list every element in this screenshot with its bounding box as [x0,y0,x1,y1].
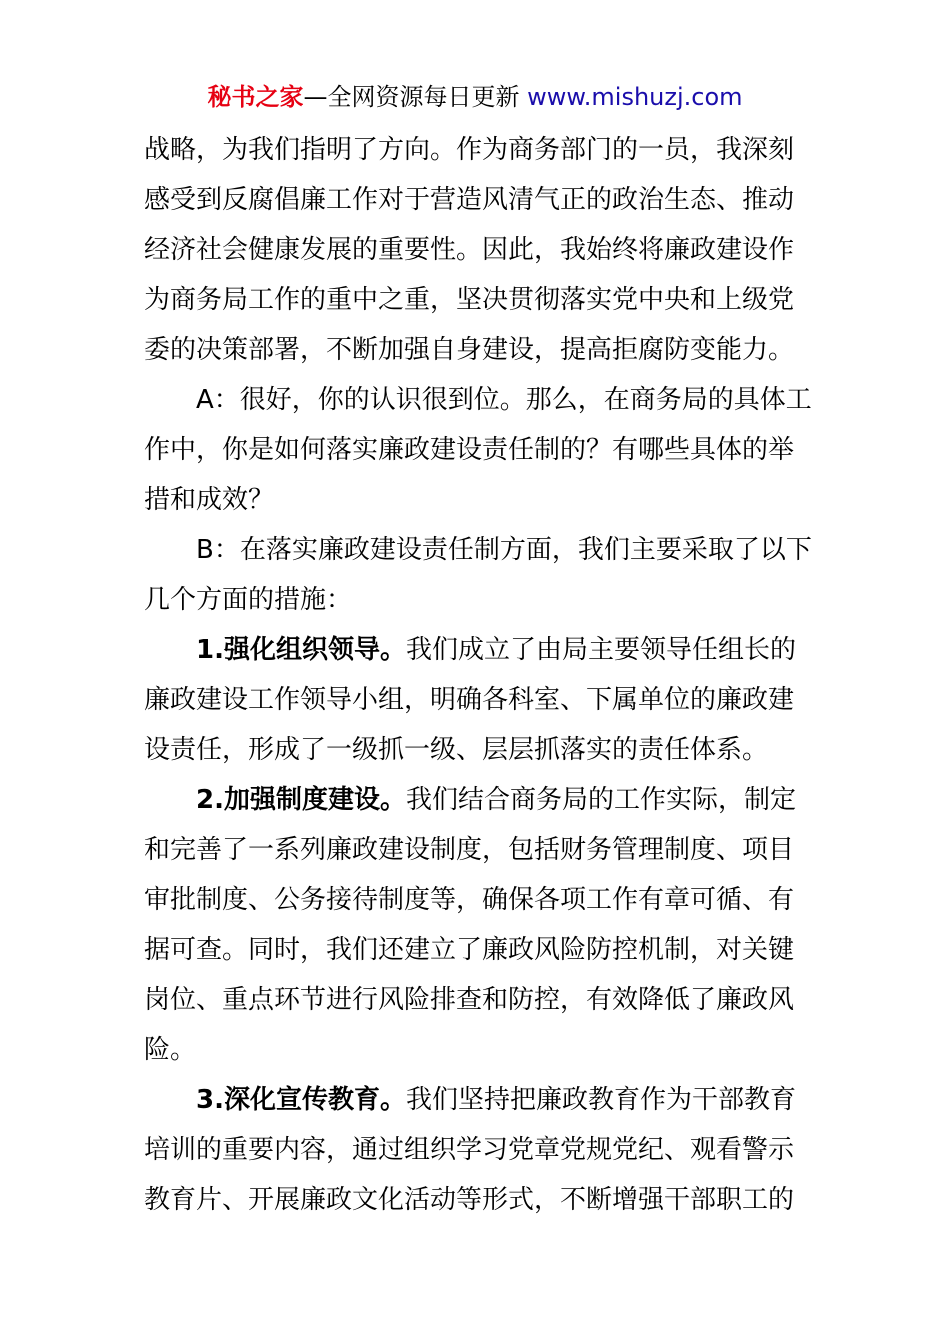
text-line [144,425,810,475]
text-line [144,1075,810,1125]
text-line [144,875,810,925]
line-text: 设责任，形成了一级抓一级、层层抓落实的责任体系。 [144,735,769,765]
text-line [144,525,810,575]
line-text: 作中，你是如何落实廉政建设责任制的？有哪些具体的举 [144,435,795,465]
line-text: 我们成立了由局主要领导任组长的 [405,635,796,665]
brand-name: 秘书之家 [207,83,304,111]
line-text: 培训的重要内容，通过组织学习党章党规党纪、观看警示 [144,1135,795,1165]
line-text: 审批制度、公务接待制度等，确保各项工作有章可循、有 [144,885,795,915]
line-text: A：很好，你的认识很到位。那么，在商务局的具体工 [196,385,812,415]
line-text: 据可查。同时，我们还建立了廉政风险防控机制，对关键 [144,935,795,965]
line-text: 经济社会健康发展的重要性。因此，我始终将廉政建设作 [144,235,795,265]
site-url-link[interactable]: www.mishuzj.com [527,83,743,111]
text-line [144,1025,810,1075]
line-text: 几个方面的措施： [144,585,353,615]
text-line [144,825,810,875]
text-line [144,975,810,1025]
line-text: B：在落实廉政建设责任制方面，我们主要采取了以下 [196,535,812,565]
line-text: 我们结合商务局的工作实际，制定 [405,785,796,815]
bold-heading: 3.深化宣传教育。 [196,1085,406,1115]
line-text: 和完善了一系列廉政建设制度，包括财务管理制度、项目 [144,835,795,865]
line-text: 险。 [144,1035,197,1065]
line-text: 感受到反腐倡廉工作对于营造风清气正的政治生态、推动 [144,185,795,215]
line-text: 战略，为我们指明了方向。作为商务部门的一员，我深刻 [144,135,795,165]
text-line [144,775,810,825]
document-body [144,125,810,1225]
text-line [144,175,810,225]
text-line [144,375,810,425]
text-line [144,625,810,675]
line-text: 我们坚持把廉政教育作为干部教育 [405,1085,796,1115]
line-text: 委的决策部署，不断加强自身建设，提高拒腐防变能力。 [144,335,795,365]
text-line [144,575,810,625]
text-line [144,325,810,375]
line-text: 岗位、重点环节进行风险排查和防控，有效降低了廉政风 [144,985,795,1015]
text-line [144,125,810,175]
text-line [144,1125,810,1175]
header-tagline: —全网资源每日更新 [303,83,528,111]
text-line [144,225,810,275]
bold-heading: 1.强化组织领导。 [196,635,406,665]
line-text: 教育片、开展廉政文化活动等形式，不断增强干部职工的 [144,1185,795,1215]
text-line [144,725,810,775]
text-line [144,675,810,725]
text-line [144,275,810,325]
site-header [0,80,950,114]
line-text: 廉政建设工作领导小组，明确各科室、下属单位的廉政建 [144,685,795,715]
text-line [144,925,810,975]
bold-heading: 2.加强制度建设。 [196,785,406,815]
line-text: 措和成效？ [144,485,275,515]
text-line [144,1175,810,1225]
text-line [144,475,810,525]
line-text: 为商务局工作的重中之重，坚决贯彻落实党中央和上级党 [144,285,795,315]
